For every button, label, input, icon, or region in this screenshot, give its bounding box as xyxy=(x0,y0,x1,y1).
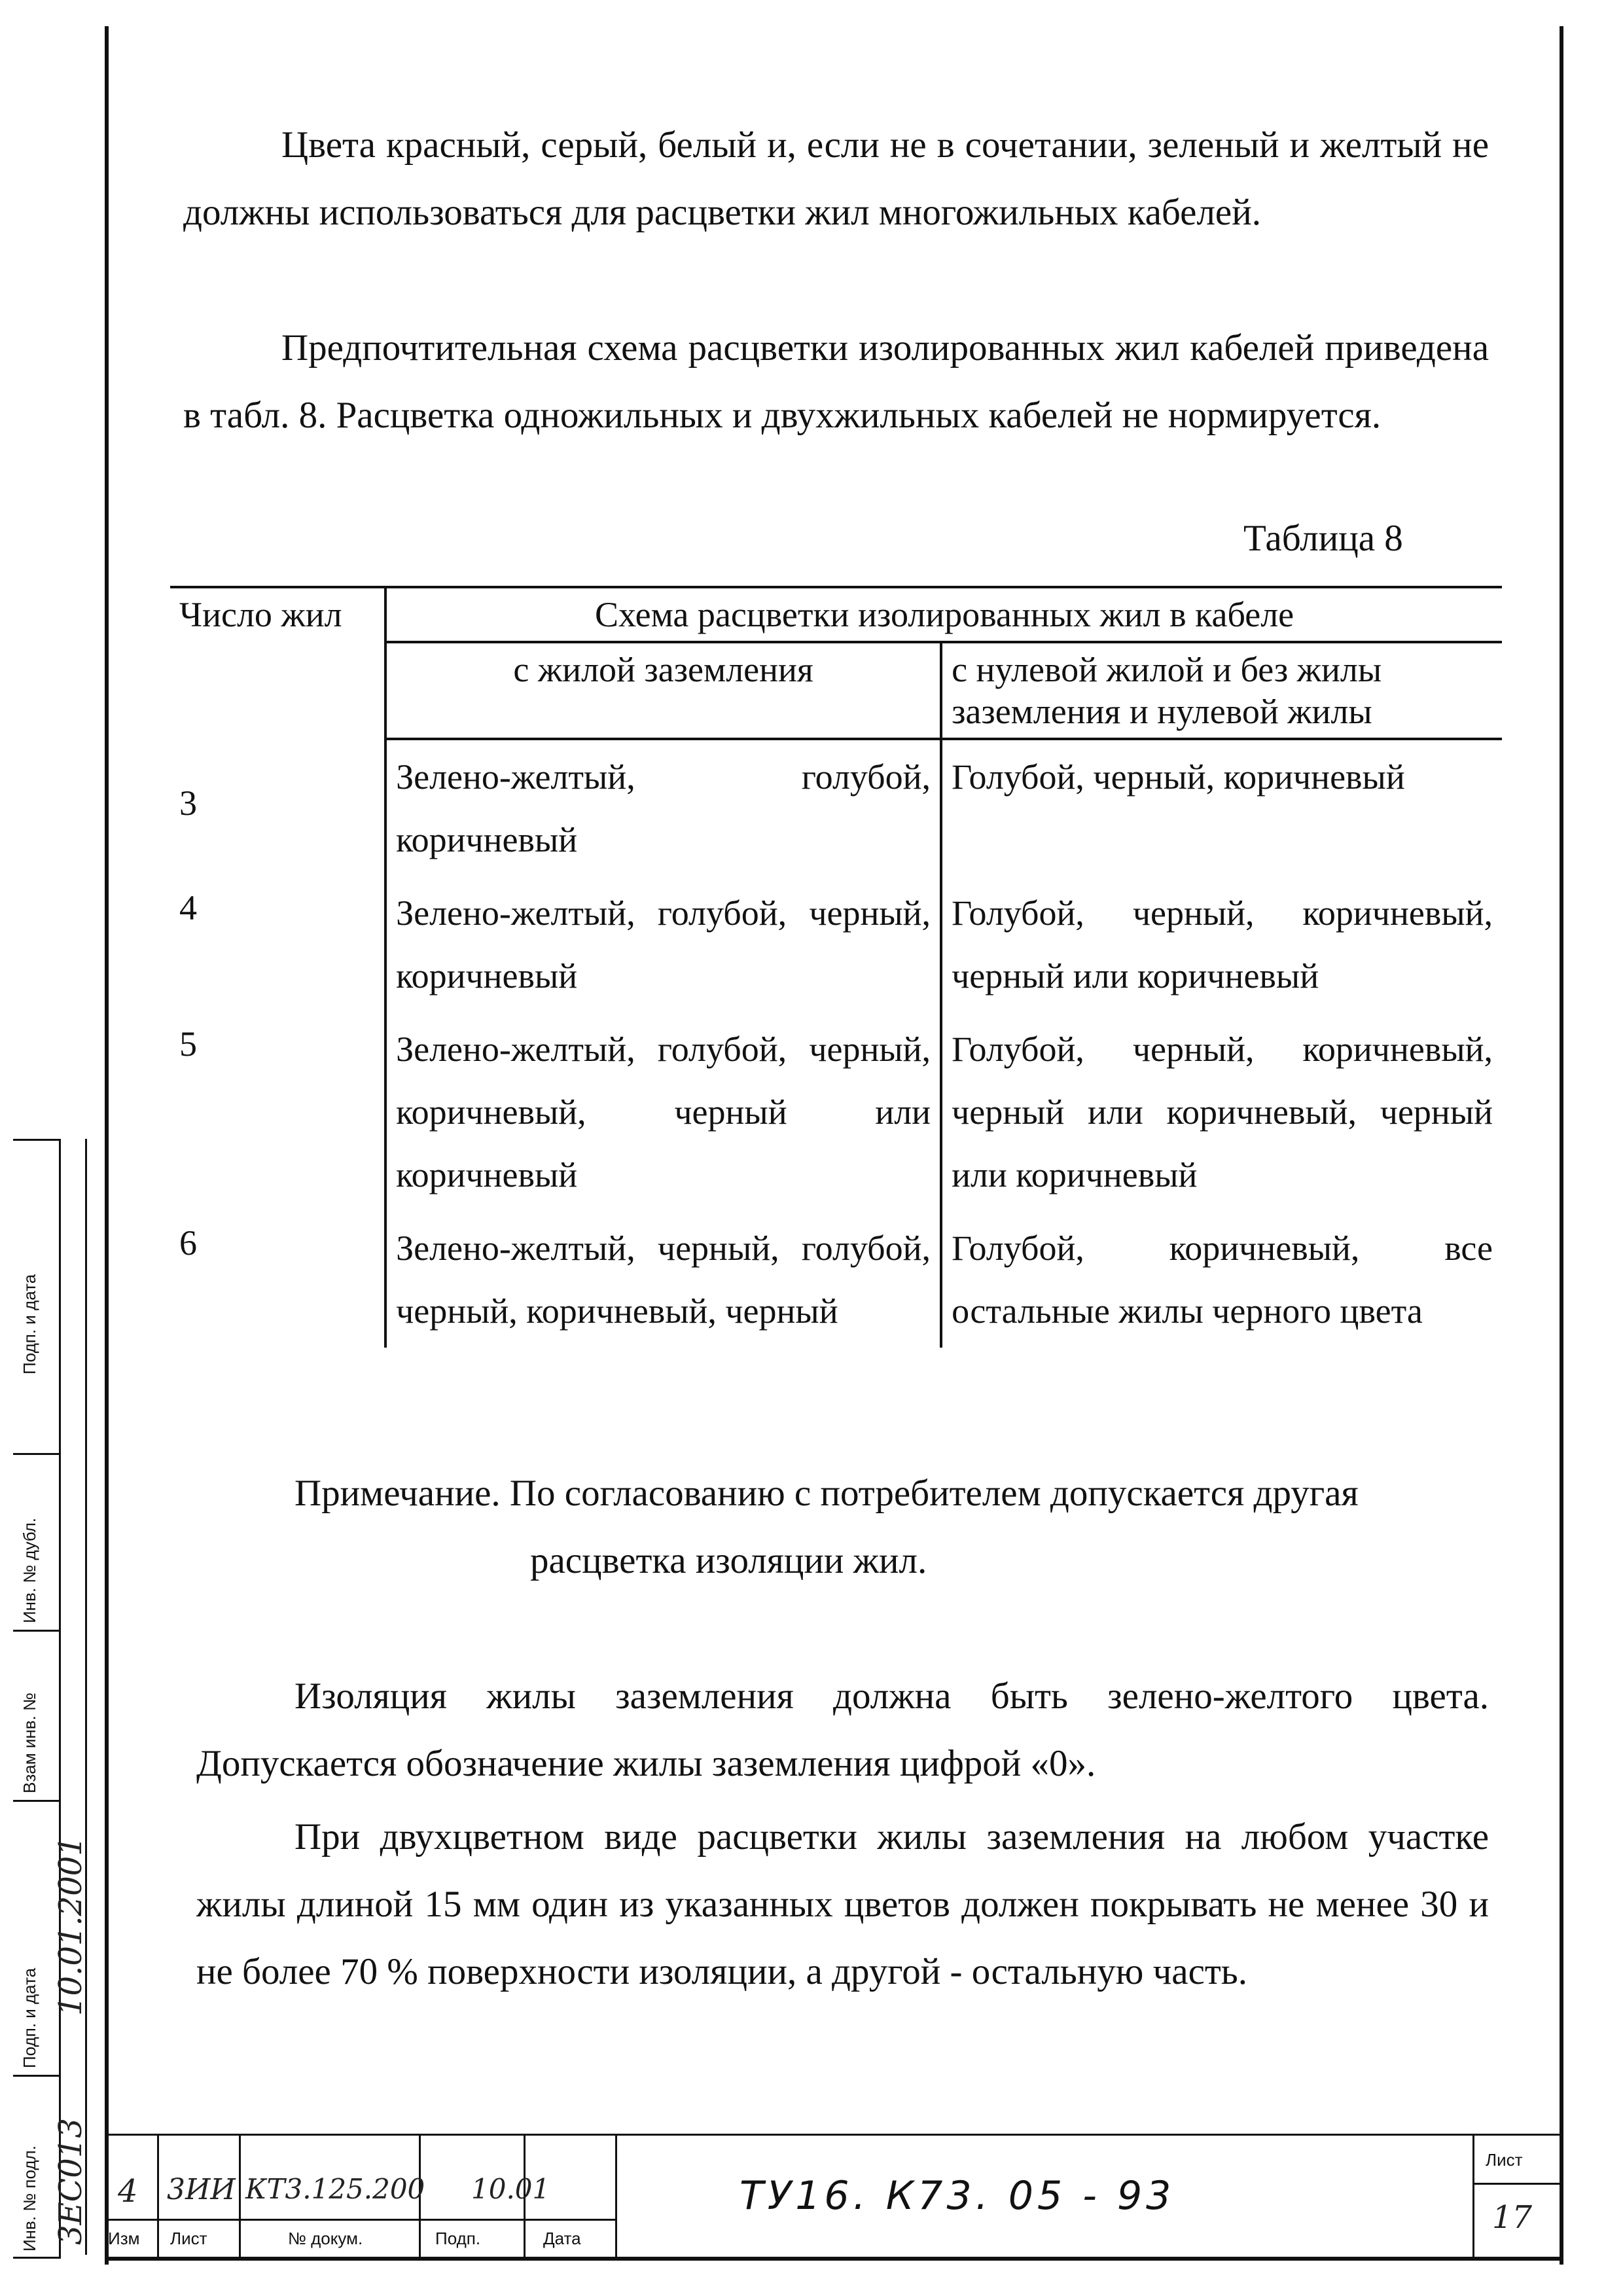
frame-right-border xyxy=(1560,26,1563,2265)
row-with-ground: Зелено-желтый, голубой, черный, коричневый, черный или коричневый xyxy=(385,1013,941,1211)
document-number: ТУ16. К73. 05 - 93 xyxy=(740,2173,1175,2219)
table-note xyxy=(294,1460,1492,1594)
paragraph-ground-color: Изоляция жилы заземления должна быть зелено-желтого цвета. Допускается обозначение жилы заземления цифрой «0». xyxy=(196,1676,1489,1784)
tb-izm-value: 4 xyxy=(118,2173,138,2210)
note-line-2: расцветка изоляции жил. xyxy=(530,1540,927,1581)
tb-label-sign: Подп. xyxy=(435,2229,481,2248)
frame-left-border xyxy=(105,26,109,2265)
handwritten-date: 10.01.2001 xyxy=(52,1836,89,2016)
tb-divider xyxy=(1472,2134,1474,2258)
table-caption: Таблица 8 xyxy=(1243,518,1403,559)
tb-top-line xyxy=(105,2134,1563,2136)
row-with-ground: Зелено-желтый, голубой, коричневый xyxy=(385,739,941,876)
tb-sheet-number: 17 xyxy=(1492,2199,1533,2236)
table-row xyxy=(170,739,1502,876)
header-core-count: Число жил xyxy=(170,587,385,739)
header-with-ground: с жилой заземления xyxy=(385,642,941,739)
row-with-neutral: Голубой, черный, коричневый, черный или коричневый, черный или коричневый xyxy=(941,1013,1502,1211)
tb-label-doc: № докум. xyxy=(288,2229,363,2248)
title-block xyxy=(105,2134,1563,2258)
side-label-sign-date: Подп. и дата xyxy=(20,1967,39,2068)
tb-label-line xyxy=(105,2219,615,2221)
table-row xyxy=(170,1013,1502,1211)
row-with-neutral: Голубой, черный, коричневый, черный или коричневый xyxy=(941,876,1502,1013)
row-count: 3 xyxy=(179,783,197,823)
tb-sheet-line xyxy=(1472,2183,1563,2185)
row-with-neutral: Голубой, коричневый, все остальные жилы черного цвета xyxy=(941,1211,1502,1348)
paragraph-two-color-rule: При двухцветном виде расцветки жилы заземления на любом участке жилы длиной 15 мм один из указанных цветов должен покрывать не менее 30 и не более 70 % поверхности изоляции, а другой - остальную часть. xyxy=(196,1816,1489,1992)
header-scheme-group: Схема расцветки изолированных жил в кабеле xyxy=(385,587,1502,642)
side-label-orig-inv: Инв. № подл. xyxy=(20,2145,39,2251)
handwritten-inv-number: 3ЕС013 xyxy=(52,2118,89,2245)
row-with-neutral: Голубой, черный, коричневый xyxy=(941,739,1502,876)
row-count: 6 xyxy=(179,1223,197,1263)
tb-divider xyxy=(157,2134,159,2258)
row-with-ground: Зелено-желтый, черный, голубой, черный, коричневый, черный xyxy=(385,1211,941,1348)
tb-divider xyxy=(615,2134,617,2258)
note-line-1: Примечание. По согласованию с потребителем допускается другая xyxy=(294,1473,1359,1514)
tb-doc-value: КТ3.125.200 xyxy=(245,2173,425,2205)
tb-list-value: 3ИИ xyxy=(167,2173,236,2206)
table-row xyxy=(170,1211,1502,1348)
row-count: 4 xyxy=(179,888,197,927)
paragraph-preferred-scheme: Предпочтительная схема расцветки изолированных жил кабелей приведена в табл. 8. Расцветка одножильных и двухжильных кабелей не нормируется. xyxy=(183,327,1489,436)
header-with-neutral: с нулевой жилой и без жилы заземления и нулевой жилы xyxy=(941,642,1502,739)
side-divider xyxy=(85,1139,87,2255)
side-label-sign-date-top: Подп. и дата xyxy=(20,1274,39,1374)
tb-label-list: Лист xyxy=(170,2229,207,2248)
tb-label-izm: Изм xyxy=(108,2229,140,2248)
color-scheme-table xyxy=(170,586,1502,1348)
side-label-repl-inv: Взам инв. № xyxy=(20,1693,39,1793)
tb-label-sheet: Лист xyxy=(1486,2150,1523,2170)
side-stamp-strip xyxy=(13,1139,105,2255)
paragraph-colors-forbidden: Цвета красный, серый, белый и, если не в сочетании, зеленый и желтый не должны использоваться для расцветки жил многожильных кабелей. xyxy=(183,124,1489,233)
table-row xyxy=(170,876,1502,1013)
tb-divider xyxy=(239,2134,241,2258)
row-with-ground: Зелено-желтый, голубой, черный, коричневый xyxy=(385,876,941,1013)
tb-label-date: Дата xyxy=(543,2229,581,2248)
side-label-dup-inv: Инв. № дубл. xyxy=(20,1517,39,1623)
tb-date-value: 10.01 xyxy=(471,2173,550,2205)
row-count: 5 xyxy=(179,1024,197,1064)
